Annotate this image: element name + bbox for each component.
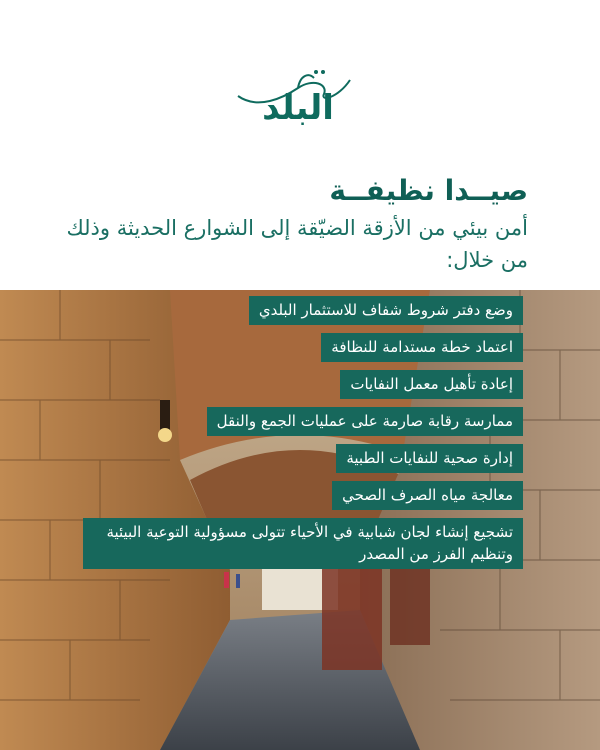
- measure-item: اعتماد خطة مستدامة للنظافة: [321, 333, 523, 362]
- brand-logo: [228, 58, 368, 148]
- page-title: صيــدا نظيفــة: [329, 174, 528, 207]
- measure-item: وضع دفتر شروط شفاف للاستثمار البلدي: [249, 296, 523, 325]
- measures-list: [63, 296, 523, 577]
- page-subtitle: أمن بيئي من الأزقة الضيّقة إلى الشوارع الحديثة وذلك من خلال:: [66, 216, 528, 272]
- logo-wordmark: البلد: [262, 88, 334, 128]
- measure-item: إدارة صحية للنفايات الطبية: [336, 444, 523, 473]
- measure-item: ممارسة رقابة صارمة على عمليات الجمع والنقل: [207, 407, 523, 436]
- header-area: [0, 0, 600, 290]
- measure-item: تشجيع إنشاء لجان شبابية في الأحياء تتولى مسؤولية التوعية البيئية وتنظيم الفرز من المصدر: [83, 518, 523, 569]
- measure-item: معالجة مياه الصرف الصحي: [332, 481, 523, 510]
- measure-item: إعادة تأهيل معمل النفايات: [340, 370, 523, 399]
